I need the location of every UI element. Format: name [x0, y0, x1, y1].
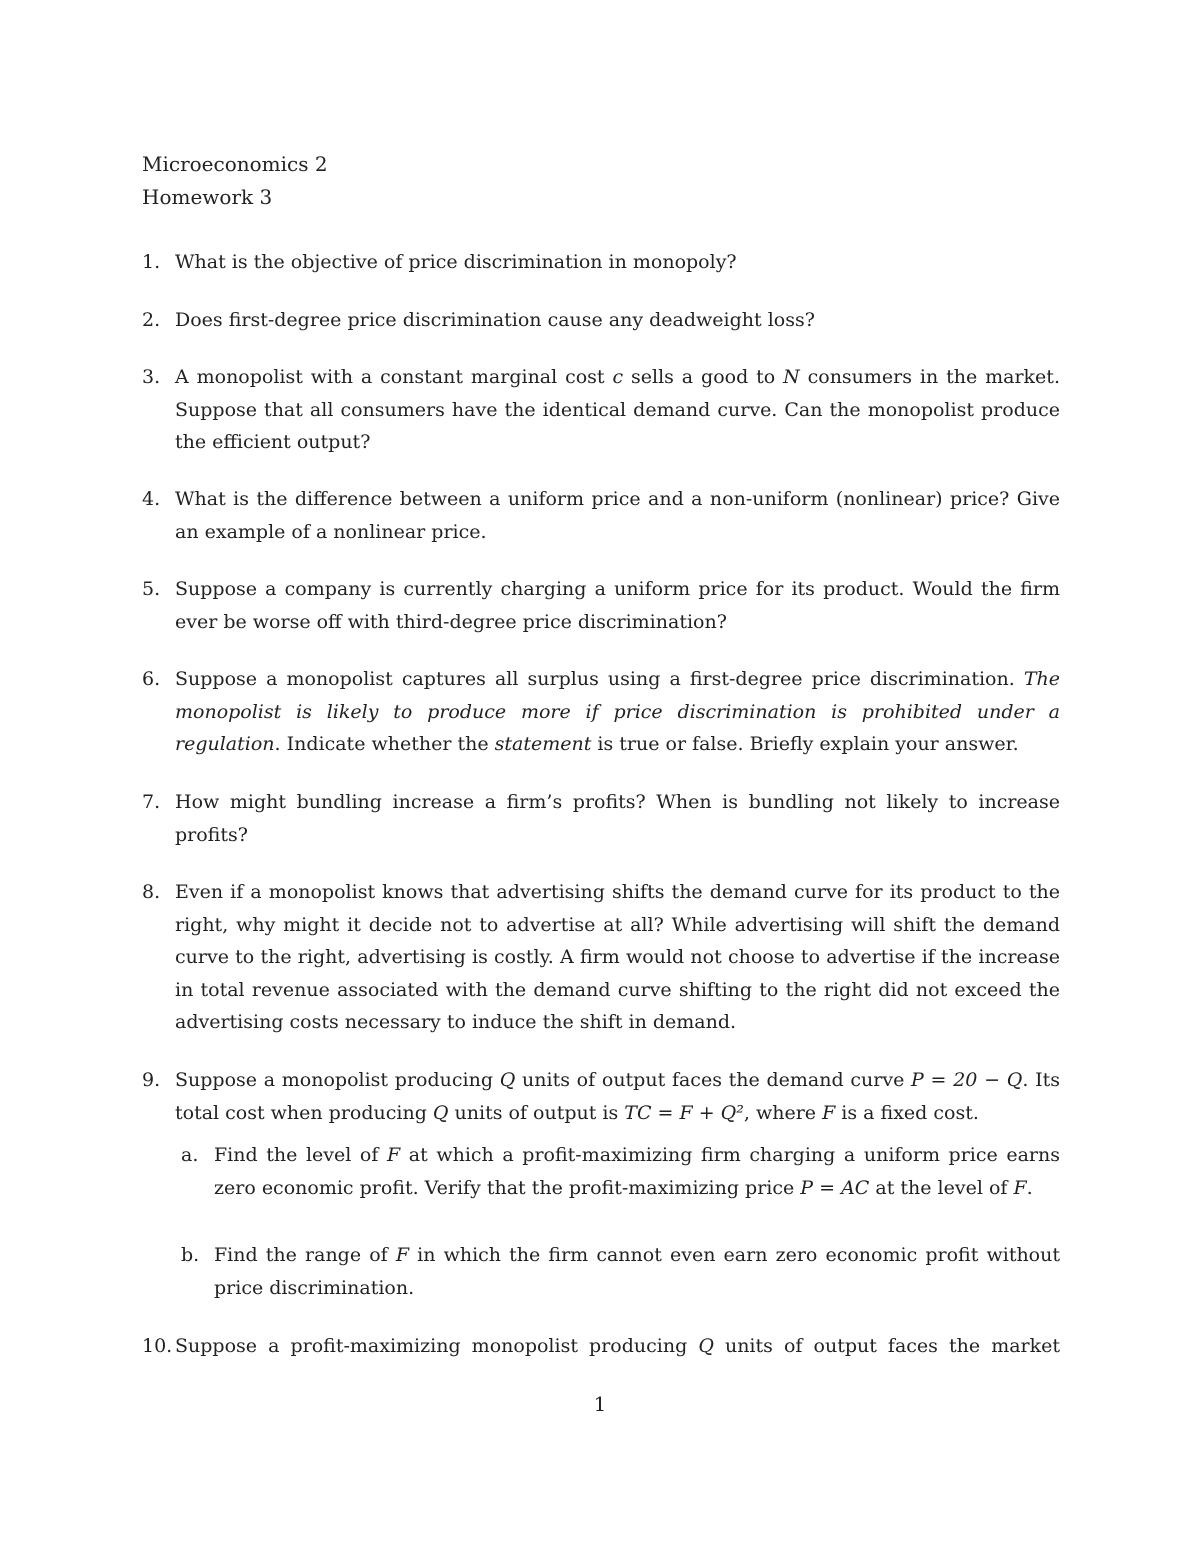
question-number: 8.: [142, 881, 161, 903]
question-text: Suppose a monopolist captures all surplus using a first-degree price discrimination. The monopolist is likely to produce more if price discrimination is prohibited under a regulation. Indicate whether the statement is true or false. Briefly explain your answer.: [175, 668, 1060, 756]
question-text: Suppose a profit-maximizing monopolist producing Q units of output faces the market: [175, 1335, 1061, 1357]
question-number: 9.: [142, 1069, 161, 1091]
assignment-title: Homework 3: [142, 185, 273, 209]
question-text: Suppose a company is currently charging a uniform price for its product. Would the firm ever be worse off with third-degree price discrimination?: [175, 578, 1060, 633]
subquestion-letter: a.: [181, 1144, 199, 1166]
question-text: Does first-degree price discrimination cause any deadweight loss?: [175, 309, 815, 331]
question-text: What is the difference between a uniform price and a non-uniform (nonlinear) price? Give an example of a nonlinear price.: [175, 488, 1060, 543]
document-header: [142, 148, 328, 214]
question-number: 6.: [142, 668, 161, 690]
question-number: 10.: [142, 1335, 173, 1357]
question-text: Even if a monopolist knows that advertising shifts the demand curve for its product to the right, why might it decide not to advertise at all? While advertising will shift the demand curve to the right, advertising is costly. A firm would not choose to advertise if the increase in total revenue associated with the demand curve shifting to the right did not exceed the advertising costs necessary to induce the shift in demand.: [175, 881, 1060, 1034]
question-number: 7.: [142, 791, 161, 813]
subquestion-text: Find the level of F at which a profit-maximizing firm charging a uniform price earns zero economic profit. Verify that the profit-maximizing price P = AC at the level of F.: [214, 1144, 1060, 1199]
question-text: How might bundling increase a firm’s profits? When is bundling not likely to increase profits?: [175, 791, 1060, 846]
question-number: 2.: [142, 309, 161, 331]
question-text: Suppose a monopolist producing Q units of output faces the demand curve P = 20 − Q. Its total cost when producing Q units of output is TC = F + Q², where F is a fixed cost.: [175, 1069, 1060, 1124]
question-number: 4.: [142, 488, 161, 510]
course-title: Microeconomics 2: [142, 152, 328, 176]
subquestion-text: Find the range of F in which the firm cannot even earn zero economic profit without price discrimination.: [214, 1244, 1060, 1299]
question-number: 3.: [142, 366, 161, 388]
question-number: 1.: [142, 251, 161, 273]
question-number: 5.: [142, 578, 161, 600]
page-number: 1: [593, 1392, 607, 1416]
question-text: A monopolist with a constant marginal cost c sells a good to N consumers in the market. Suppose that all consumers have the identical demand curve. Can the monopolist produce the efficient output?: [175, 366, 1060, 454]
subquestion-letter: b.: [181, 1244, 200, 1266]
question-text: What is the objective of price discrimination in monopoly?: [175, 251, 737, 273]
